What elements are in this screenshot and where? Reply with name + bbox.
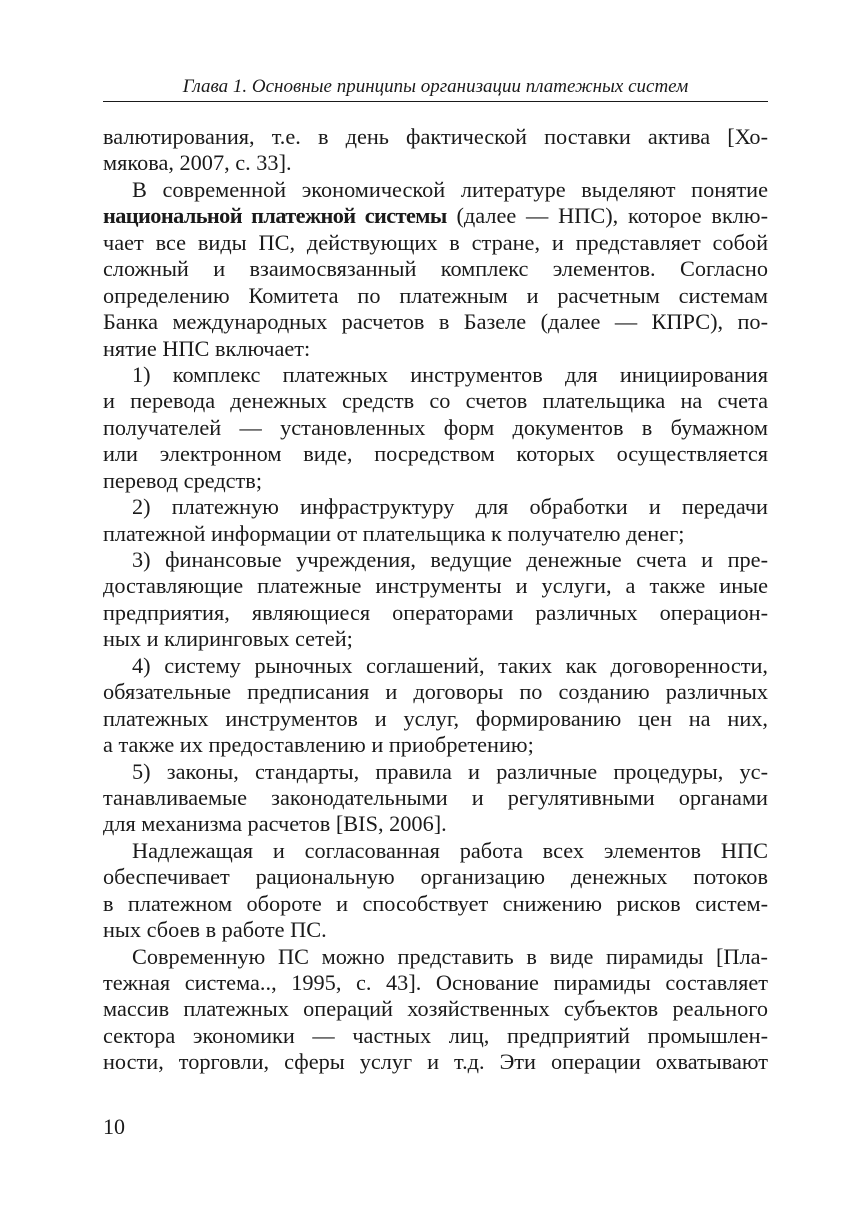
text-line — [103, 759, 768, 785]
line-text: обеспечивает рациональную организацию денежных потоков — [103, 864, 768, 890]
line-text: для механизма расчетов [BIS, 2006]. — [103, 811, 447, 837]
text-line — [103, 547, 768, 573]
line-text: 5) законы, стандарты, правила и различные процедуры, ус- — [132, 758, 768, 784]
text-line — [103, 944, 768, 970]
text-line — [103, 626, 768, 652]
text-line — [103, 415, 768, 441]
text-line — [103, 150, 768, 176]
line-text: сложный и взаимосвязанный комплекс элементов. Согласно — [103, 256, 768, 282]
line-text: (далее — НПС), которое вклю- — [446, 203, 768, 229]
line-text: валютирования, т.е. в день фактической поставки актива [Хо- — [103, 124, 768, 149]
text-line — [103, 1049, 768, 1075]
text-line — [103, 521, 768, 547]
text-line — [103, 124, 768, 150]
line-text: ных и клиринговых сетей; — [103, 626, 353, 652]
text-line — [103, 811, 768, 837]
text-line — [103, 203, 768, 229]
line-text: и перевода денежных средств со счетов плательщика на счета — [103, 388, 768, 414]
text-line — [103, 362, 768, 388]
line-text: Надлежащая и согласованная работа всех элементов НПС — [132, 837, 768, 863]
line-text: получателей — установленных форм документов в бумажном — [103, 414, 768, 440]
bold-term: национальной платежной системы — [103, 203, 447, 229]
text-line — [103, 1023, 768, 1049]
line-text: обязательные предписания и договоры по созданию различных — [103, 679, 768, 705]
header-rule — [103, 101, 768, 102]
line-text: Банка международных расчетов в Базеле (далее — КПРС), по- — [103, 309, 768, 335]
text-line — [103, 864, 768, 890]
page-number: 10 — [103, 1114, 125, 1139]
text-line — [103, 996, 768, 1022]
line-text: платежной информации от плательщика к получателю денег; — [103, 520, 685, 546]
line-text: предприятия, являющиеся операторами различных операцион- — [103, 599, 768, 625]
line-text: нятие НПС включает: — [103, 335, 311, 361]
line-text: В современной экономической литературе выделяют понятие — [132, 176, 768, 202]
line-text: сектора экономики — частных лиц, предприятий промышлен- — [103, 1022, 768, 1048]
text-line — [103, 732, 768, 758]
running-header: Глава 1. Основные принципы организации платежных систем — [182, 76, 689, 97]
line-text: а также их предоставлению и приобретению; — [103, 732, 534, 758]
text-line — [103, 970, 768, 996]
line-text: перевод средств; — [103, 467, 263, 493]
text-line — [103, 177, 768, 203]
line-text: 2) платежную инфраструктуру для обработки и передачи — [132, 494, 768, 520]
text-line — [103, 283, 768, 309]
line-text: Современную ПС можно представить в виде пирамиды [Пла- — [132, 943, 768, 969]
text-line — [103, 917, 768, 943]
line-text: в платежном обороте и способствует снижению рисков систем- — [103, 890, 768, 916]
line-text: 1) комплекс платежных инструментов для инициирования — [132, 361, 768, 387]
text-line — [103, 494, 768, 520]
line-text: определению Комитета по платежным и расчетным системам — [103, 282, 768, 308]
text-line — [103, 600, 768, 626]
line-text: мякова, 2007, с. 33]. — [103, 150, 292, 176]
text-line — [103, 256, 768, 282]
line-text: массив платежных операций хозяйственных субъектов реального — [103, 996, 768, 1022]
line-text: танавливаемые законодательными и регулятивными органами — [103, 784, 768, 810]
line-text: чает все виды ПС, действующих в стране, и представляет собой — [103, 229, 768, 255]
line-text: 3) финансовые учреждения, ведущие денежные счета и пре- — [132, 547, 768, 572]
line-text: ных сбоев в работе ПС. — [103, 917, 327, 943]
text-line — [103, 891, 768, 917]
line-text: ности, торговли, сферы услуг и т.д. Эти операции охватывают — [103, 1049, 768, 1075]
line-text: 4) систему рыночных соглашений, таких как договоренности, — [132, 652, 768, 678]
line-text: доставляющие платежные инструменты и услуги, а также иные — [103, 573, 768, 599]
text-line — [103, 785, 768, 811]
text-line — [103, 441, 768, 467]
text-line — [103, 336, 768, 362]
text-line — [103, 679, 768, 705]
text-line — [103, 468, 768, 494]
line-text: или электронном виде, посредством которых осуществляется — [103, 441, 768, 467]
body-text — [103, 124, 768, 1076]
line-text: платежных инструментов и услуг, формированию цен на них, — [103, 705, 768, 731]
text-line — [103, 838, 768, 864]
text-line — [103, 573, 768, 599]
text-line — [103, 388, 768, 414]
text-line — [103, 706, 768, 732]
text-line — [103, 230, 768, 256]
text-line — [103, 309, 768, 335]
text-line — [103, 653, 768, 679]
line-text: тежная система.., 1995, с. 43]. Основание пирамиды составляет — [103, 970, 768, 995]
